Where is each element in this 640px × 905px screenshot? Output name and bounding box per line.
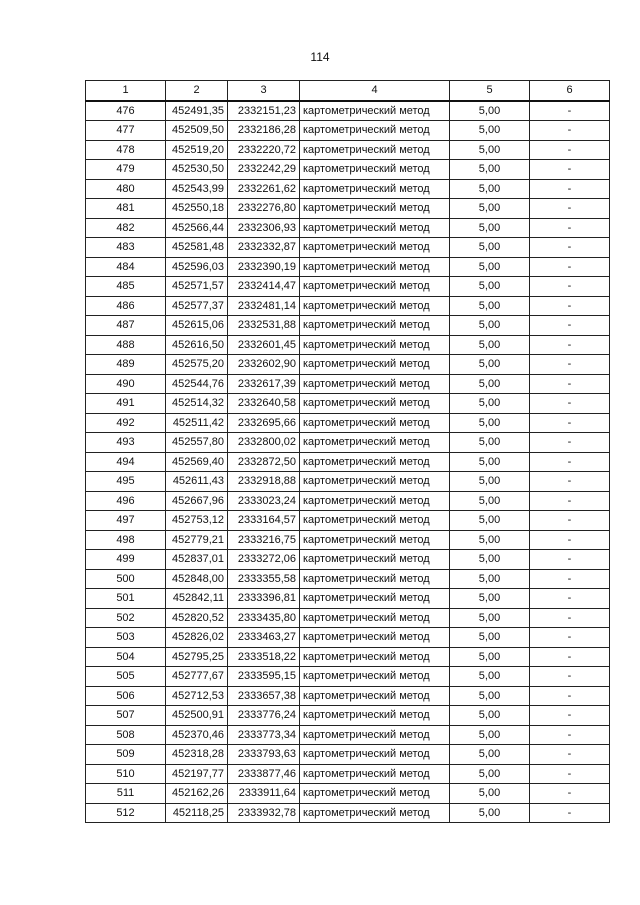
y-coordinate-cell: 2333595,15 bbox=[228, 667, 300, 687]
accuracy-cell: 5,00 bbox=[450, 374, 530, 394]
point-number-cell: 512 bbox=[86, 803, 166, 823]
method-cell: картометрический метод bbox=[300, 101, 450, 121]
y-coordinate-cell: 2332186,28 bbox=[228, 121, 300, 141]
note-cell: - bbox=[530, 491, 610, 511]
y-coordinate-cell: 2332242,29 bbox=[228, 160, 300, 180]
y-coordinate-cell: 2332276,80 bbox=[228, 199, 300, 219]
table-row bbox=[86, 589, 610, 609]
point-number-cell: 482 bbox=[86, 218, 166, 238]
x-coordinate-cell: 452118,25 bbox=[166, 803, 228, 823]
note-cell: - bbox=[530, 413, 610, 433]
note-cell: - bbox=[530, 725, 610, 745]
accuracy-cell: 5,00 bbox=[450, 160, 530, 180]
method-cell: картометрический метод bbox=[300, 803, 450, 823]
x-coordinate-cell: 452842,11 bbox=[166, 589, 228, 609]
note-cell: - bbox=[530, 140, 610, 160]
y-coordinate-cell: 2332414,47 bbox=[228, 277, 300, 297]
note-cell: - bbox=[530, 238, 610, 258]
point-number-cell: 491 bbox=[86, 394, 166, 414]
column-header-4: 4 bbox=[300, 81, 450, 101]
x-coordinate-cell: 452500,91 bbox=[166, 706, 228, 726]
y-coordinate-cell: 2333776,24 bbox=[228, 706, 300, 726]
x-coordinate-cell: 452544,76 bbox=[166, 374, 228, 394]
x-coordinate-cell: 452519,20 bbox=[166, 140, 228, 160]
note-cell: - bbox=[530, 355, 610, 375]
x-coordinate-cell: 452712,53 bbox=[166, 686, 228, 706]
x-coordinate-cell: 452557,80 bbox=[166, 433, 228, 453]
accuracy-cell: 5,00 bbox=[450, 394, 530, 414]
table-row bbox=[86, 706, 610, 726]
method-cell: картометрический метод bbox=[300, 589, 450, 609]
table-row bbox=[86, 686, 610, 706]
y-coordinate-cell: 2333355,58 bbox=[228, 569, 300, 589]
y-coordinate-cell: 2332695,66 bbox=[228, 413, 300, 433]
accuracy-cell: 5,00 bbox=[450, 140, 530, 160]
point-number-cell: 478 bbox=[86, 140, 166, 160]
note-cell: - bbox=[530, 511, 610, 531]
accuracy-cell: 5,00 bbox=[450, 706, 530, 726]
x-coordinate-cell: 452848,00 bbox=[166, 569, 228, 589]
note-cell: - bbox=[530, 257, 610, 277]
note-cell: - bbox=[530, 296, 610, 316]
table-row bbox=[86, 745, 610, 765]
note-cell: - bbox=[530, 472, 610, 492]
method-cell: картометрический метод bbox=[300, 550, 450, 570]
x-coordinate-cell: 452777,67 bbox=[166, 667, 228, 687]
accuracy-cell: 5,00 bbox=[450, 491, 530, 511]
x-coordinate-cell: 452566,44 bbox=[166, 218, 228, 238]
note-cell: - bbox=[530, 335, 610, 355]
y-coordinate-cell: 2332918,88 bbox=[228, 472, 300, 492]
note-cell: - bbox=[530, 764, 610, 784]
point-number-cell: 486 bbox=[86, 296, 166, 316]
y-coordinate-cell: 2332481,14 bbox=[228, 296, 300, 316]
y-coordinate-cell: 2333396,81 bbox=[228, 589, 300, 609]
y-coordinate-cell: 2333773,34 bbox=[228, 725, 300, 745]
point-number-cell: 476 bbox=[86, 101, 166, 121]
note-cell: - bbox=[530, 745, 610, 765]
point-number-cell: 483 bbox=[86, 238, 166, 258]
table-row bbox=[86, 218, 610, 238]
point-number-cell: 507 bbox=[86, 706, 166, 726]
note-cell: - bbox=[530, 160, 610, 180]
y-coordinate-cell: 2333932,78 bbox=[228, 803, 300, 823]
method-cell: картометрический метод bbox=[300, 706, 450, 726]
method-cell: картометрический метод bbox=[300, 608, 450, 628]
point-number-cell: 493 bbox=[86, 433, 166, 453]
method-cell: картометрический метод bbox=[300, 569, 450, 589]
note-cell: - bbox=[530, 686, 610, 706]
accuracy-cell: 5,00 bbox=[450, 686, 530, 706]
method-cell: картометрический метод bbox=[300, 199, 450, 219]
accuracy-cell: 5,00 bbox=[450, 452, 530, 472]
x-coordinate-cell: 452550,18 bbox=[166, 199, 228, 219]
y-coordinate-cell: 2333793,63 bbox=[228, 745, 300, 765]
table-row bbox=[86, 667, 610, 687]
note-cell: - bbox=[530, 550, 610, 570]
x-coordinate-cell: 452514,32 bbox=[166, 394, 228, 414]
table-row bbox=[86, 511, 610, 531]
note-cell: - bbox=[530, 433, 610, 453]
table-row bbox=[86, 160, 610, 180]
x-coordinate-cell: 452530,50 bbox=[166, 160, 228, 180]
x-coordinate-cell: 452491,35 bbox=[166, 101, 228, 121]
x-coordinate-cell: 452596,03 bbox=[166, 257, 228, 277]
x-coordinate-cell: 452370,46 bbox=[166, 725, 228, 745]
note-cell: - bbox=[530, 394, 610, 414]
accuracy-cell: 5,00 bbox=[450, 218, 530, 238]
note-cell: - bbox=[530, 628, 610, 648]
point-number-cell: 489 bbox=[86, 355, 166, 375]
y-coordinate-cell: 2332531,88 bbox=[228, 316, 300, 336]
x-coordinate-cell: 452615,06 bbox=[166, 316, 228, 336]
y-coordinate-cell: 2332617,39 bbox=[228, 374, 300, 394]
accuracy-cell: 5,00 bbox=[450, 335, 530, 355]
note-cell: - bbox=[530, 452, 610, 472]
accuracy-cell: 5,00 bbox=[450, 316, 530, 336]
method-cell: картометрический метод bbox=[300, 413, 450, 433]
accuracy-cell: 5,00 bbox=[450, 647, 530, 667]
x-coordinate-cell: 452197,77 bbox=[166, 764, 228, 784]
accuracy-cell: 5,00 bbox=[450, 589, 530, 609]
point-number-cell: 497 bbox=[86, 511, 166, 531]
note-cell: - bbox=[530, 121, 610, 141]
accuracy-cell: 5,00 bbox=[450, 199, 530, 219]
y-coordinate-cell: 2332332,87 bbox=[228, 238, 300, 258]
x-coordinate-cell: 452611,43 bbox=[166, 472, 228, 492]
y-coordinate-cell: 2332306,93 bbox=[228, 218, 300, 238]
x-coordinate-cell: 452577,37 bbox=[166, 296, 228, 316]
x-coordinate-cell: 452569,40 bbox=[166, 452, 228, 472]
method-cell: картометрический метод bbox=[300, 686, 450, 706]
column-header-5: 5 bbox=[450, 81, 530, 101]
method-cell: картометрический метод bbox=[300, 238, 450, 258]
accuracy-cell: 5,00 bbox=[450, 296, 530, 316]
table-row bbox=[86, 628, 610, 648]
table-row bbox=[86, 121, 610, 141]
table-row bbox=[86, 238, 610, 258]
table-row bbox=[86, 433, 610, 453]
point-number-cell: 487 bbox=[86, 316, 166, 336]
table-body bbox=[86, 101, 610, 823]
y-coordinate-cell: 2333463,27 bbox=[228, 628, 300, 648]
table-row bbox=[86, 374, 610, 394]
method-cell: картометрический метод bbox=[300, 218, 450, 238]
table-row bbox=[86, 530, 610, 550]
x-coordinate-cell: 452511,42 bbox=[166, 413, 228, 433]
table-row bbox=[86, 394, 610, 414]
x-coordinate-cell: 452509,50 bbox=[166, 121, 228, 141]
method-cell: картометрический метод bbox=[300, 647, 450, 667]
y-coordinate-cell: 2333435,80 bbox=[228, 608, 300, 628]
x-coordinate-cell: 452820,52 bbox=[166, 608, 228, 628]
table-row bbox=[86, 316, 610, 336]
x-coordinate-cell: 452826,02 bbox=[166, 628, 228, 648]
accuracy-cell: 5,00 bbox=[450, 277, 530, 297]
method-cell: картометрический метод bbox=[300, 667, 450, 687]
point-number-cell: 485 bbox=[86, 277, 166, 297]
y-coordinate-cell: 2332872,50 bbox=[228, 452, 300, 472]
x-coordinate-cell: 452667,96 bbox=[166, 491, 228, 511]
y-coordinate-cell: 2333657,38 bbox=[228, 686, 300, 706]
accuracy-cell: 5,00 bbox=[450, 745, 530, 765]
y-coordinate-cell: 2333911,64 bbox=[228, 784, 300, 804]
table-row bbox=[86, 277, 610, 297]
x-coordinate-cell: 452753,12 bbox=[166, 511, 228, 531]
accuracy-cell: 5,00 bbox=[450, 764, 530, 784]
table-row bbox=[86, 725, 610, 745]
point-number-cell: 492 bbox=[86, 413, 166, 433]
method-cell: картометрический метод bbox=[300, 335, 450, 355]
y-coordinate-cell: 2333877,46 bbox=[228, 764, 300, 784]
note-cell: - bbox=[530, 316, 610, 336]
note-cell: - bbox=[530, 199, 610, 219]
accuracy-cell: 5,00 bbox=[450, 530, 530, 550]
method-cell: картометрический метод bbox=[300, 257, 450, 277]
point-number-cell: 484 bbox=[86, 257, 166, 277]
point-number-cell: 490 bbox=[86, 374, 166, 394]
point-number-cell: 500 bbox=[86, 569, 166, 589]
table-row bbox=[86, 140, 610, 160]
method-cell: картометрический метод bbox=[300, 355, 450, 375]
table-row bbox=[86, 179, 610, 199]
point-number-cell: 509 bbox=[86, 745, 166, 765]
accuracy-cell: 5,00 bbox=[450, 608, 530, 628]
point-number-cell: 510 bbox=[86, 764, 166, 784]
method-cell: картометрический метод bbox=[300, 491, 450, 511]
x-coordinate-cell: 452162,26 bbox=[166, 784, 228, 804]
y-coordinate-cell: 2333023,24 bbox=[228, 491, 300, 511]
method-cell: картометрический метод bbox=[300, 725, 450, 745]
method-cell: картометрический метод bbox=[300, 784, 450, 804]
y-coordinate-cell: 2333164,57 bbox=[228, 511, 300, 531]
point-number-cell: 505 bbox=[86, 667, 166, 687]
method-cell: картометрический метод bbox=[300, 277, 450, 297]
point-number-cell: 502 bbox=[86, 608, 166, 628]
column-header-1: 1 bbox=[86, 81, 166, 101]
table-row bbox=[86, 257, 610, 277]
x-coordinate-cell: 452318,28 bbox=[166, 745, 228, 765]
method-cell: картометрический метод bbox=[300, 394, 450, 414]
x-coordinate-cell: 452581,48 bbox=[166, 238, 228, 258]
table-row bbox=[86, 569, 610, 589]
table-row bbox=[86, 199, 610, 219]
x-coordinate-cell: 452837,01 bbox=[166, 550, 228, 570]
note-cell: - bbox=[530, 706, 610, 726]
method-cell: картометрический метод bbox=[300, 316, 450, 336]
column-header-6: 6 bbox=[530, 81, 610, 101]
method-cell: картометрический метод bbox=[300, 296, 450, 316]
note-cell: - bbox=[530, 608, 610, 628]
accuracy-cell: 5,00 bbox=[450, 179, 530, 199]
x-coordinate-cell: 452779,21 bbox=[166, 530, 228, 550]
y-coordinate-cell: 2333216,75 bbox=[228, 530, 300, 550]
point-number-cell: 488 bbox=[86, 335, 166, 355]
point-number-cell: 506 bbox=[86, 686, 166, 706]
table-row bbox=[86, 335, 610, 355]
table-header bbox=[86, 81, 610, 101]
accuracy-cell: 5,00 bbox=[450, 803, 530, 823]
accuracy-cell: 5,00 bbox=[450, 569, 530, 589]
x-coordinate-cell: 452575,20 bbox=[166, 355, 228, 375]
y-coordinate-cell: 2333272,06 bbox=[228, 550, 300, 570]
accuracy-cell: 5,00 bbox=[450, 784, 530, 804]
header-row bbox=[86, 81, 610, 101]
method-cell: картометрический метод bbox=[300, 452, 450, 472]
method-cell: картометрический метод bbox=[300, 140, 450, 160]
table-row bbox=[86, 764, 610, 784]
table-row bbox=[86, 647, 610, 667]
method-cell: картометрический метод bbox=[300, 511, 450, 531]
point-number-cell: 479 bbox=[86, 160, 166, 180]
table-row bbox=[86, 472, 610, 492]
method-cell: картометрический метод bbox=[300, 745, 450, 765]
x-coordinate-cell: 452616,50 bbox=[166, 335, 228, 355]
accuracy-cell: 5,00 bbox=[450, 550, 530, 570]
y-coordinate-cell: 2332800,02 bbox=[228, 433, 300, 453]
method-cell: картометрический метод bbox=[300, 764, 450, 784]
note-cell: - bbox=[530, 647, 610, 667]
table-row bbox=[86, 101, 610, 121]
note-cell: - bbox=[530, 277, 610, 297]
table-row bbox=[86, 296, 610, 316]
accuracy-cell: 5,00 bbox=[450, 433, 530, 453]
point-number-cell: 481 bbox=[86, 199, 166, 219]
point-number-cell: 477 bbox=[86, 121, 166, 141]
column-header-3: 3 bbox=[228, 81, 300, 101]
x-coordinate-cell: 452571,57 bbox=[166, 277, 228, 297]
method-cell: картометрический метод bbox=[300, 179, 450, 199]
point-number-cell: 499 bbox=[86, 550, 166, 570]
note-cell: - bbox=[530, 218, 610, 238]
method-cell: картометрический метод bbox=[300, 628, 450, 648]
accuracy-cell: 5,00 bbox=[450, 355, 530, 375]
point-number-cell: 480 bbox=[86, 179, 166, 199]
y-coordinate-cell: 2333518,22 bbox=[228, 647, 300, 667]
y-coordinate-cell: 2332220,72 bbox=[228, 140, 300, 160]
table-row bbox=[86, 608, 610, 628]
point-number-cell: 501 bbox=[86, 589, 166, 609]
table-row bbox=[86, 355, 610, 375]
table-row bbox=[86, 491, 610, 511]
y-coordinate-cell: 2332151,23 bbox=[228, 101, 300, 121]
accuracy-cell: 5,00 bbox=[450, 238, 530, 258]
y-coordinate-cell: 2332261,62 bbox=[228, 179, 300, 199]
point-number-cell: 504 bbox=[86, 647, 166, 667]
accuracy-cell: 5,00 bbox=[450, 511, 530, 531]
note-cell: - bbox=[530, 667, 610, 687]
point-number-cell: 498 bbox=[86, 530, 166, 550]
method-cell: картометрический метод bbox=[300, 121, 450, 141]
accuracy-cell: 5,00 bbox=[450, 101, 530, 121]
y-coordinate-cell: 2332390,19 bbox=[228, 257, 300, 277]
column-header-2: 2 bbox=[166, 81, 228, 101]
table-row bbox=[86, 452, 610, 472]
note-cell: - bbox=[530, 569, 610, 589]
note-cell: - bbox=[530, 101, 610, 121]
method-cell: картометрический метод bbox=[300, 374, 450, 394]
y-coordinate-cell: 2332601,45 bbox=[228, 335, 300, 355]
point-number-cell: 508 bbox=[86, 725, 166, 745]
point-number-cell: 503 bbox=[86, 628, 166, 648]
page-number: 114 bbox=[310, 50, 330, 64]
accuracy-cell: 5,00 bbox=[450, 667, 530, 687]
note-cell: - bbox=[530, 784, 610, 804]
method-cell: картометрический метод bbox=[300, 433, 450, 453]
accuracy-cell: 5,00 bbox=[450, 413, 530, 433]
point-number-cell: 495 bbox=[86, 472, 166, 492]
coordinates-table bbox=[85, 80, 610, 823]
table-row bbox=[86, 550, 610, 570]
note-cell: - bbox=[530, 179, 610, 199]
note-cell: - bbox=[530, 589, 610, 609]
point-number-cell: 494 bbox=[86, 452, 166, 472]
note-cell: - bbox=[530, 374, 610, 394]
accuracy-cell: 5,00 bbox=[450, 472, 530, 492]
accuracy-cell: 5,00 bbox=[450, 628, 530, 648]
point-number-cell: 496 bbox=[86, 491, 166, 511]
table-row bbox=[86, 413, 610, 433]
accuracy-cell: 5,00 bbox=[450, 257, 530, 277]
x-coordinate-cell: 452543,99 bbox=[166, 179, 228, 199]
y-coordinate-cell: 2332640,58 bbox=[228, 394, 300, 414]
accuracy-cell: 5,00 bbox=[450, 121, 530, 141]
note-cell: - bbox=[530, 530, 610, 550]
method-cell: картометрический метод bbox=[300, 160, 450, 180]
accuracy-cell: 5,00 bbox=[450, 725, 530, 745]
note-cell: - bbox=[530, 803, 610, 823]
y-coordinate-cell: 2332602,90 bbox=[228, 355, 300, 375]
x-coordinate-cell: 452795,25 bbox=[166, 647, 228, 667]
table-row bbox=[86, 803, 610, 823]
table-row bbox=[86, 784, 610, 804]
method-cell: картометрический метод bbox=[300, 472, 450, 492]
point-number-cell: 511 bbox=[86, 784, 166, 804]
method-cell: картометрический метод bbox=[300, 530, 450, 550]
